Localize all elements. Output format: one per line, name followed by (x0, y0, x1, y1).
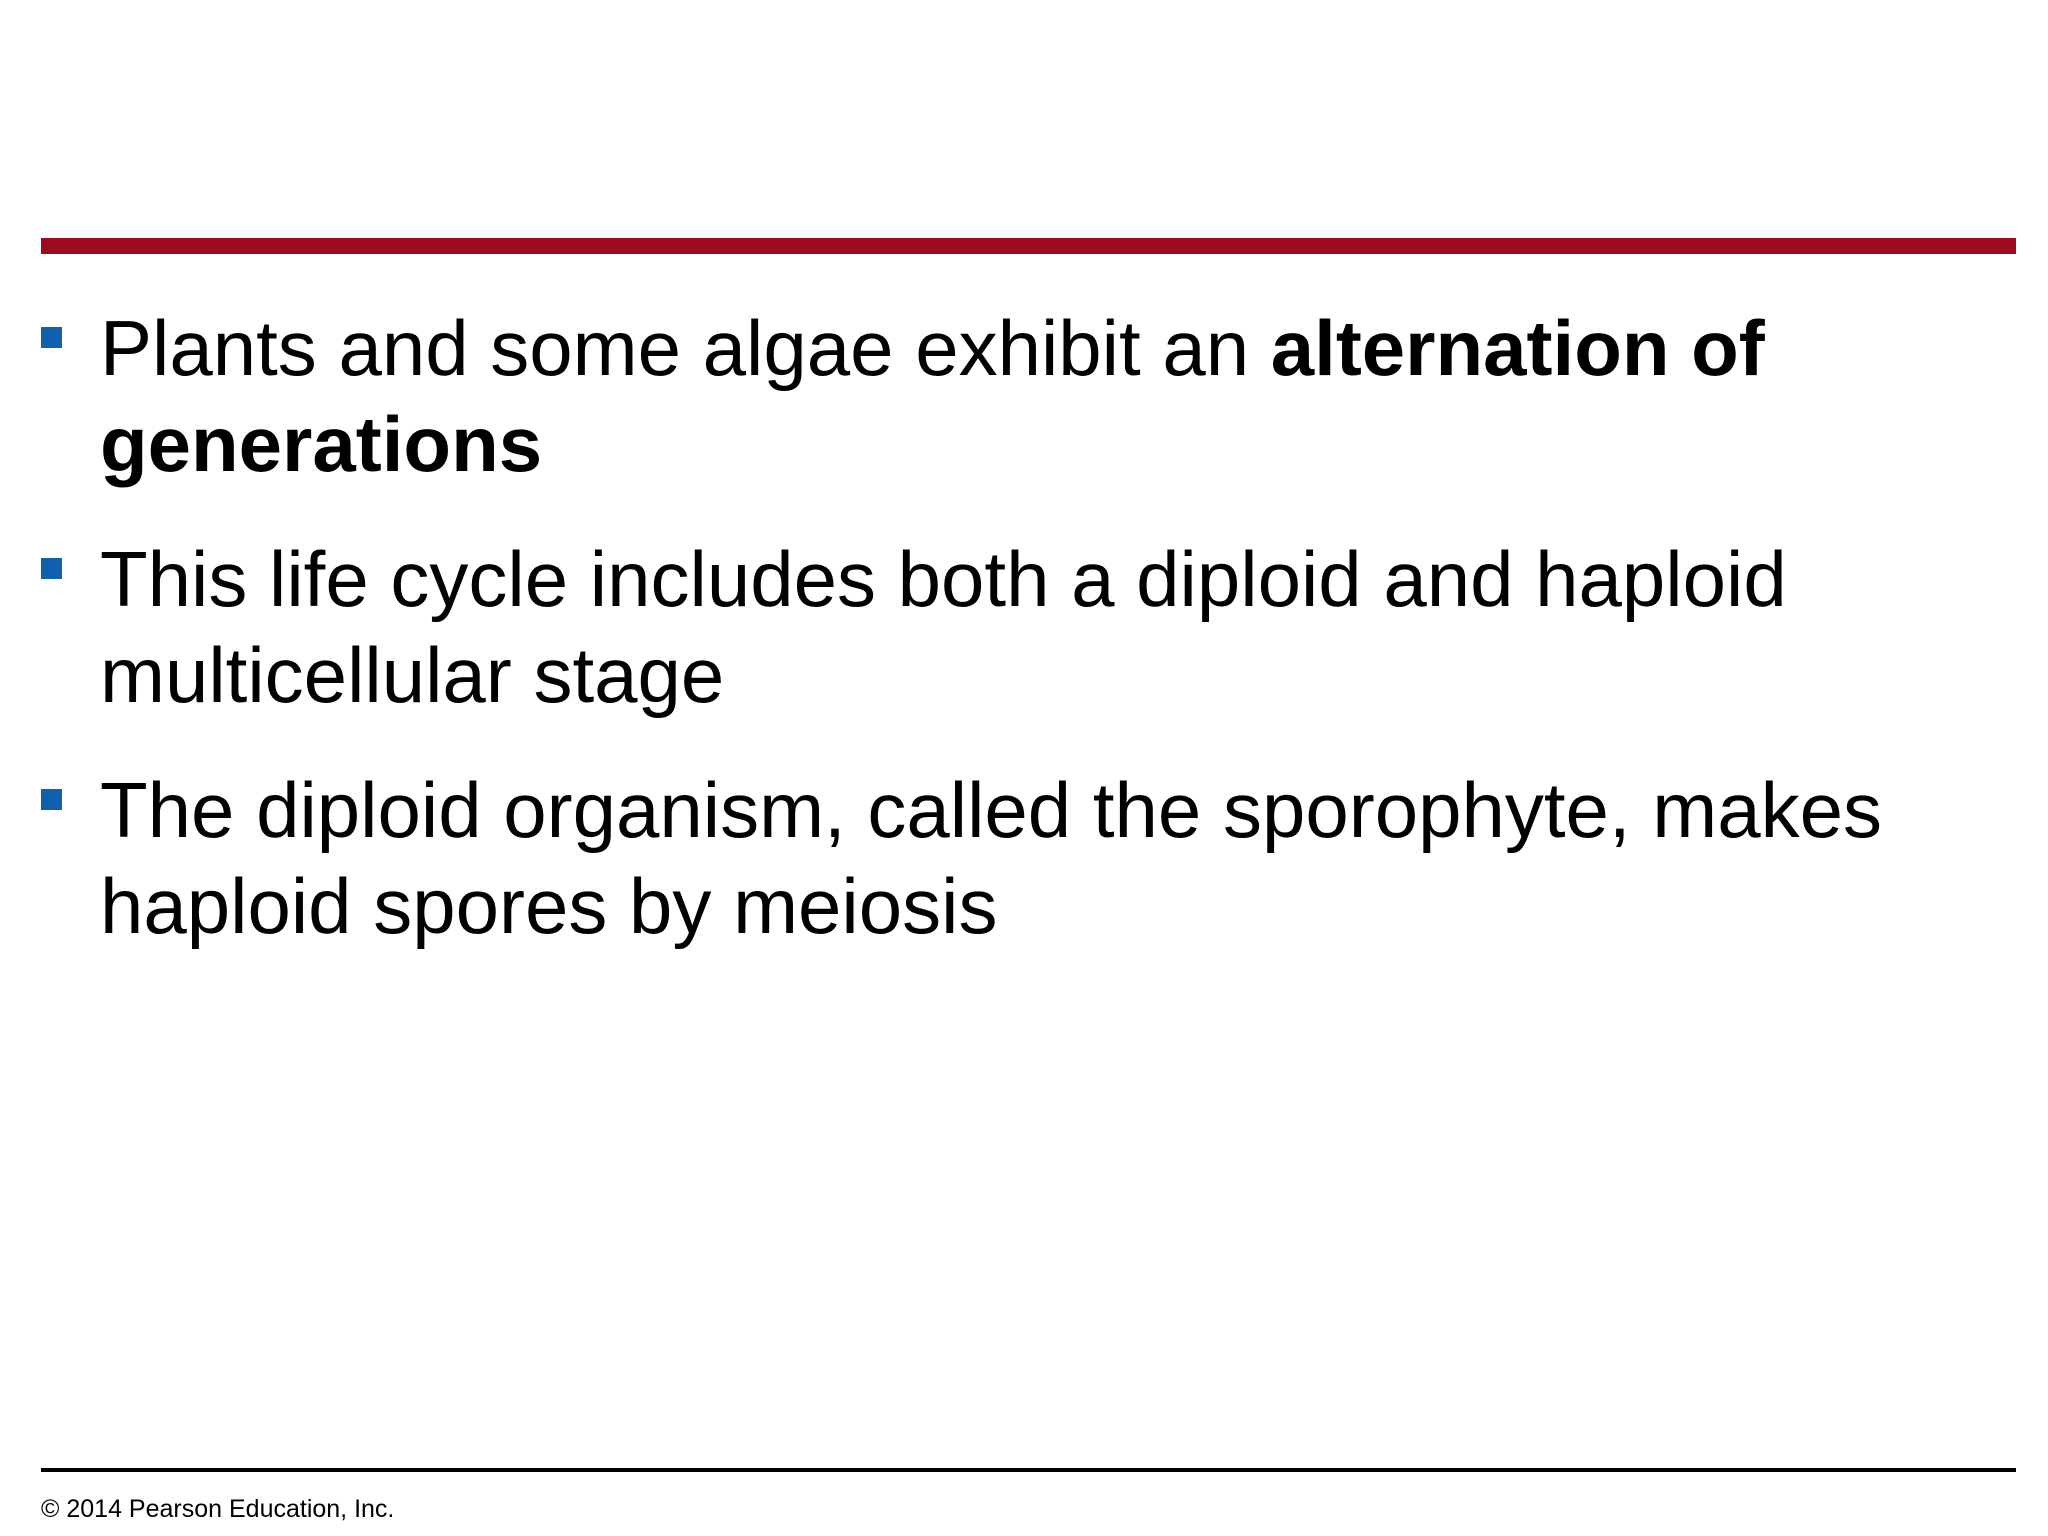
bullet-text (100, 766, 1882, 950)
square-bullet-icon (41, 558, 62, 579)
bullet-text-plain: The diploid organism, called the sporophyte, makes haploid spores by meiosis (100, 766, 1882, 950)
bullet-list (41, 300, 2001, 993)
bullet-text-bold: alternation of generations (100, 304, 1765, 488)
bullet-text (100, 304, 1765, 488)
bullet-item (41, 300, 2001, 492)
square-bullet-icon (41, 789, 62, 810)
title-divider (41, 238, 2016, 254)
bullet-text-plain: This life cycle includes both a diploid and haploid multicellular stage (100, 535, 1787, 719)
bullet-item (41, 531, 2001, 723)
copyright-notice: © 2014 Pearson Education, Inc. (41, 1495, 395, 1523)
bullet-item (41, 762, 2001, 954)
bullet-text (100, 535, 1787, 719)
square-bullet-icon (41, 327, 62, 348)
footer-divider (41, 1468, 2016, 1472)
bullet-text-plain: Plants and some algae exhibit an (100, 304, 1271, 392)
